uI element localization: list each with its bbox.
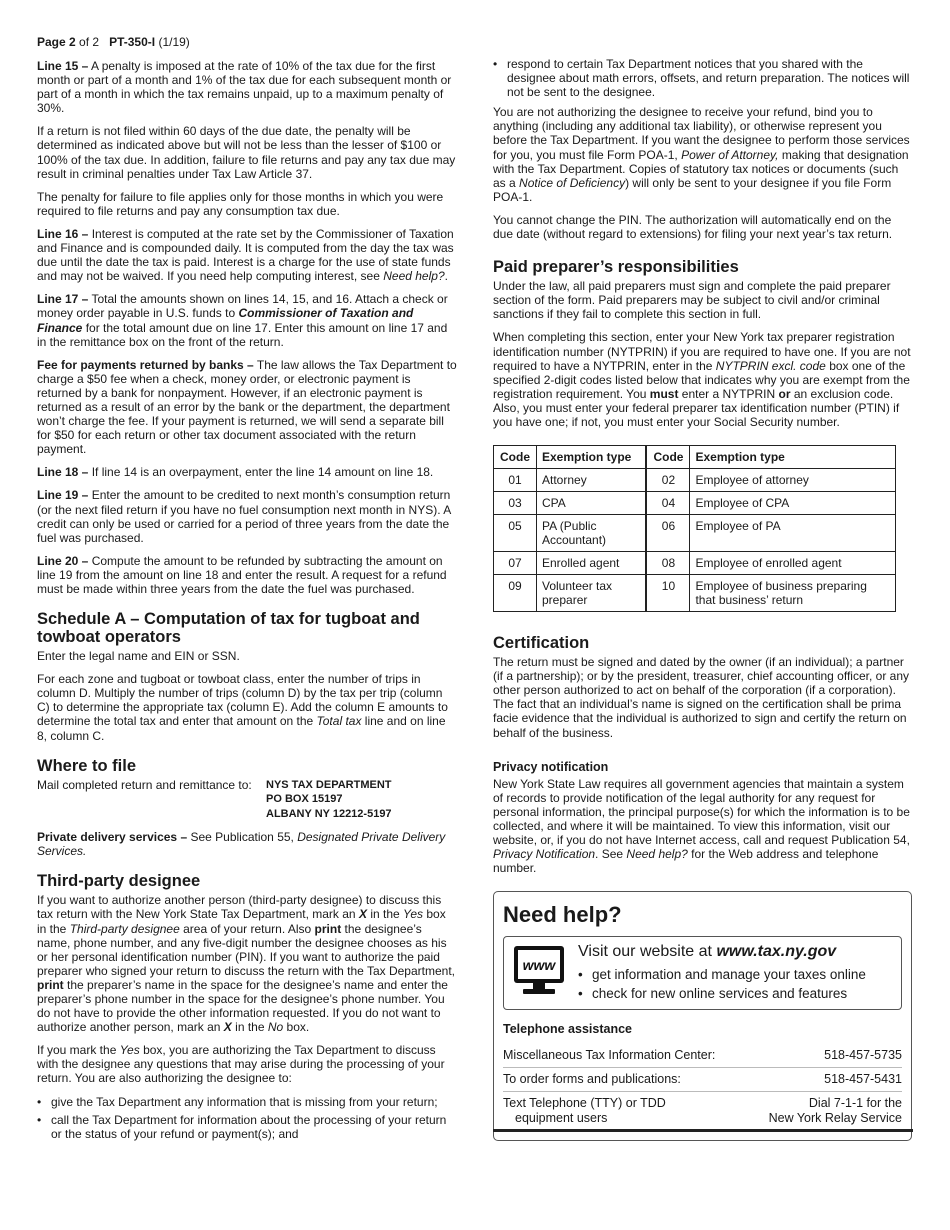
tp-x-mark: X [223,1020,232,1035]
line20-label: Line 20 – [37,553,89,568]
schedule-a-heading: Schedule A – Computation of tax for tugboat and towboat operators [37,610,420,647]
tp-area: Third-party designee [69,921,180,936]
tp-print: print [314,921,342,936]
paid-preparer-heading: Paid preparer’s responsibilities [493,258,739,277]
table-row [494,575,896,612]
line20-text: Compute the amount to be refunded by subtracting the amount on line 19 from the amount on line 18 and enter the result. A request for a refund must be made within three years from the date the fuel was purchased. [37,553,447,596]
address-line-2: PO BOX 15197 [266,793,343,806]
line15-paragraph [37,59,457,115]
not-authorizing-paragraph [493,105,913,204]
table-row [494,469,896,492]
pp-text: When completing this section, enter your New York tax preparer registration identification number (NYTPRIN) if you are required to have one. If you are not required to have a NYTPRIN, enter in the [493,330,911,373]
pds-label: Private delivery services – [37,830,188,845]
form-date: (1/19) [158,35,190,49]
website-text [578,943,866,1003]
schedule-a-p2-text: For each zone and tugboat or towboat class, enter the number of trips in column D. Multiply the number of trips (column D) by the tax per trip (column C) to determine the appropriate tax (column E). Add the column E amounts to determine the total tax and enter that amount on the [37,672,448,729]
na-text: You are not authorizing the designee to receive your refund, bind you to anything (including any additional tax liability), or otherwise represent you before the Tax Department. If you want the designee to perform those services for you, you must file Form POA-1, [493,105,910,162]
tty-label-line2: equipment users [515,1111,608,1126]
third-party-p2 [37,1043,457,1085]
need-help-title: Need help? [503,902,622,928]
column-header-code: Code [494,446,537,469]
tp-yes: Yes [403,907,424,922]
type-cell: Employee of business preparing that business’ return [690,575,896,612]
tp-p2-yes: Yes [119,1043,140,1058]
schedule-a-p2 [37,672,457,742]
pds-text: See Publication 55, [190,830,294,845]
failure-to-file-paragraph: The penalty for failure to file applies only for those months in which you were required to file returns and pay any consumption tax due. [37,189,444,218]
visit-line [578,943,866,961]
list-item: • respond to certain Tax Department notices that you shared with the designee about math errors, offsets, and return preparation. The notices will not be sent to the designee. [493,57,913,99]
line20-paragraph [37,554,457,596]
line17-paragraph [37,292,457,348]
line16-label: Line 16 – [37,226,89,241]
website-features-list [578,965,866,1003]
tp-text: box. [286,1020,310,1035]
certification-text: The return must be signed and dated by the owner (if an individual); a partner (if a partnership); or by the president, treasurer, chief accounting officer, or any other person authorized to act on behalf of the corporation (if a corporation). The fact that an individual’s name is signed on the certification shall be prima facie evidence that the individual is authorized to sign and certify the return on behalf of the business. [493,655,909,740]
type-cell: Enrolled agent [537,552,647,575]
tp-x-mark: X [358,907,367,922]
type-cell: Attorney [537,469,647,492]
code-cell: 07 [494,552,537,575]
address-line-1: NYS TAX DEPARTMENT [266,778,392,791]
designee-authority-list [37,1095,457,1141]
privacy-text [493,777,913,876]
column-header-code: Code [646,446,690,469]
need-help-ref: Need help? [626,847,688,862]
tp-text: area of your return. Also [183,921,312,936]
pp-or: or [778,386,791,401]
form-id: PT-350-I [109,35,156,49]
visit-label: Visit our website at [578,943,712,961]
need-help-box [493,891,912,1141]
tp-text: the preparer’s name in the space for the designee’s name and enter the preparer’s phone number in the space for the designee’s phone number. You do not have to provide the other information requested. If you do not want to authorize another person, mark an [37,977,448,1035]
tty-instructions [769,1096,902,1126]
private-delivery-paragraph [37,830,457,858]
schedule-a-p1: Enter the legal name and EIN or SSN. [37,649,240,664]
line15-label: Line 15 – [37,59,89,73]
type-cell: Employee of attorney [690,469,896,492]
code-cell: 01 [494,469,537,492]
code-cell: 04 [646,492,690,515]
table-row [494,515,896,552]
page-number: Page 2 [37,35,76,49]
tp-print: print [37,977,64,992]
tty-instructions-line1: Dial 7-1-1 for the [808,1096,902,1111]
phone-row [503,1092,902,1130]
phone-label: To order forms and publications: [503,1072,681,1087]
tp-text: in the [370,907,400,922]
code-cell: 03 [494,492,537,515]
page-total: of 2 [79,35,100,49]
fee-label: Fee for payments returned by banks – [37,357,254,372]
bottom-divider [493,1129,913,1132]
pp-text: enter a NYTPRIN [681,386,776,401]
list-item: • give the Tax Department any information that is missing from your return; [37,1095,457,1109]
code-cell: 08 [646,552,690,575]
table-row [494,492,896,515]
line17-text1: Total the amounts shown on lines 14, 15, and 16. Attach a check or money order payable in U.S. funds to [37,292,448,321]
notice-title: Notice of Deficiency [519,175,626,190]
phone-number: 518-457-5431 [824,1072,902,1087]
penalty-60days-paragraph: If a return is not filed within 60 days of the due date, the penalty will be determined as indicated above but will not be less than the lesser of $100 or 100% of the tax due. In addition, failure to file returns and pay any tax due may result in criminal penalties under Tax Law Article 37. [37,124,456,181]
tp-p2-text: box, you are authorizing the Tax Department to discuss with the designee any questions that may arise during the processing of your return. You are also authorizing the designee to: [37,1043,445,1086]
schedule-a-p2-end: line and on line 8, column C. [37,714,446,743]
privacy-body: for the Web address and telephone number. [493,847,879,876]
column-header-exemption-type: Exemption type [690,446,896,469]
code-cell: 05 [494,515,537,552]
commissioner-name: Commissioner of Taxation and Finance [37,306,414,335]
telephone-assistance-title: Telephone assistance [503,1022,632,1037]
type-cell: PA (Public Accountant) [537,515,647,552]
list-item: • call the Tax Department for information about the processing of your return or the status of your refund or payment(s); and [37,1113,457,1141]
computer-monitor-icon [512,943,566,997]
line19-text: Enter the amount to be credited to next month’s consumption return (or the next filed return if you have no fuel consumption next month in NYS). A credit can only be used or carried for a period of three years from the date the fuel was purchased. [37,488,451,545]
tty-instructions-line2: New York Relay Service [768,1111,902,1126]
mail-label: Mail completed return and remittance to: [37,777,252,792]
column-header-exemption-type: Exemption type [537,446,647,469]
where-to-file-heading: Where to file [37,756,137,775]
privacy-heading: Privacy notification [493,759,609,774]
phone-number: 518-457-5735 [824,1048,902,1063]
website-link[interactable]: www.tax.ny.gov [716,943,837,961]
address-line-3: ALBANY NY 12212-5197 [266,807,392,820]
third-party-heading: Third-party designee [37,872,201,891]
phone-row [503,1068,902,1092]
line18-label: Line 18 – [37,465,89,480]
third-party-p1 [37,893,457,1034]
line17-label: Line 17 – [37,292,89,307]
preparer-p2 [493,330,913,429]
line16-paragraph [37,227,457,283]
list-item: • get information and manage your taxes online [578,965,866,984]
type-cell: Volunteer tax preparer [537,575,647,612]
line18-paragraph [37,465,457,479]
phone-label: Miscellaneous Tax Information Center: [503,1048,716,1063]
tp-text: If you want to authorize another person (third-party designee) to discuss this tax return with the New York State Tax Department, mark an [37,893,442,922]
code-cell: 10 [646,575,690,612]
certification-heading: Certification [493,634,590,653]
code-cell: 09 [494,575,537,612]
pin-paragraph: You cannot change the PIN. The authorization will automatically end on the due date (without regard to extensions) for filing your next year’s tax return. [493,212,893,242]
tp-text: the designee’s name, phone number, and any five-digit number the designee chooses as his or her personal identification number (PIN). If you want to authorize the paid preparer who signed your return to discuss the return with the Tax Department, [37,921,455,978]
exemption-codes-table [493,445,896,612]
total-tax-ref: Total tax [316,714,362,729]
left-column [37,34,457,1147]
pp-must: must [649,386,679,401]
tty-label-line1: Text Telephone (TTY) or TDD [503,1096,666,1111]
privacy-body: New York State Law requires all government agencies that maintain a system of records to provide notification of the legal authority for any request for personal information, the principal purpose(s) for which the information is to be collected, and where it will be maintained. To view this information, visit our website, or, if you do not have Internet access, call and request Publication 54, [493,776,910,847]
privacy-body: . See [595,847,624,862]
line19-label: Line 19 – [37,488,89,503]
right-column [493,57,913,1141]
nytprin-excl-code: NYTPRIN excl. code [715,358,826,373]
type-cell: Employee of enrolled agent [690,552,896,575]
website-box [503,936,902,1010]
line17-text2: for the total amount due on line 17. Enter this amount on line 17 and in the remittance box on the front of the return. [37,320,448,349]
page-header [37,34,457,50]
table-header-row [494,446,896,469]
pp-text: an exclusion code. Also, you must enter your federal preparer tax identification number (PTIN) if you have one; if not, you must enter your Social Security number. [493,386,900,429]
code-cell: 06 [646,515,690,552]
need-help-ref: Need help? [383,269,445,284]
fee-paragraph [37,358,457,457]
code-cell: 02 [646,469,690,492]
poa-title: Power of Attorney, [681,147,779,162]
phone-row [503,1044,902,1068]
type-cell: Employee of PA [690,515,896,552]
line16-end: . [444,269,448,284]
preparer-p1: Under the law, all paid preparers must sign and complete the paid preparer section of the form. Paid preparers may be subject to civil and/or criminal sanctions if they fail to complete this section in full. [493,279,891,322]
fee-text: The law allows the Tax Department to charge a $50 fee when a check, money order, or electronic payment is returned by a bank for nonpayment. However, if an electronic payment is returned as a result of an error by the bank or the department, the department won’t charge the fee. If your payment is returned, we will send a separate bill for $50 for each return or other tax document associated with the return payment. [37,357,457,457]
tty-label [503,1096,666,1126]
pp-text: box one of the specified 2-digit codes listed below that indicates why you are exempt from the registration requirement. You [493,358,910,401]
publication-54-title: Privacy Notification [493,847,596,862]
tp-text: box in the [37,907,446,936]
line16-text: Interest is computed at the rate set by the Commissioner of Taxation and Finance and is compounded daily. It is computed from the day the tax was due until the date the tax is paid. Interest is a charge for the use of state funds and may not be waived. If you need help computing interest, see [37,226,454,284]
table-row [494,552,896,575]
mailing-address-block [37,778,457,822]
na-text: making that designation with the Tax Department. Copies of statutory tax notices or documents (such as a [493,147,909,190]
line19-paragraph [37,488,457,544]
tp-p2-text: If you mark the [37,1043,117,1058]
na-text: ) will only be sent to your designee if you file Form POA-1. [493,175,892,204]
type-cell: CPA [537,492,647,515]
pds-publication-title: Designated Private Delivery Services. [37,830,446,859]
www-icon-label: www [522,957,556,974]
designee-authority-list-cont [493,57,913,99]
tp-text: in the [235,1020,265,1035]
line15-text: A penalty is imposed at the rate of 10% of the tax due for the first month or part of a month and 1% of the tax due for each subsequent month or part of a month in which the tax remains unpaid, up to a maximum penalty of 30%. [37,59,452,116]
list-item: • check for new online services and features [578,984,866,1003]
tp-no: No [267,1020,284,1035]
line18-text: If line 14 is an overpayment, enter the line 14 amount on line 18. [91,465,434,480]
mailing-address [266,778,392,822]
type-cell: Employee of CPA [690,492,896,515]
